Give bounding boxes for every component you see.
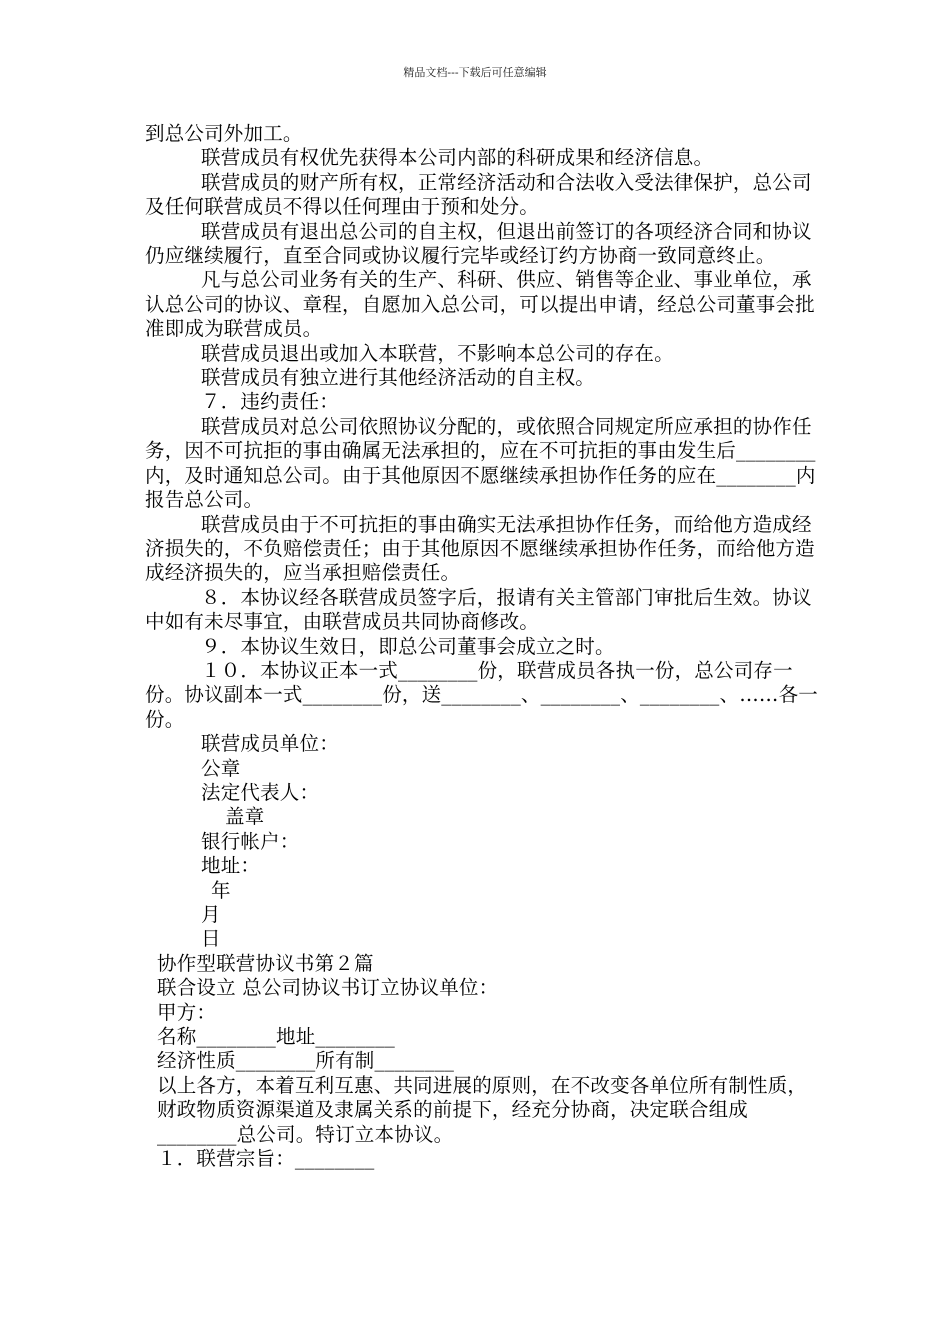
document-body	[145, 122, 825, 1171]
paragraph: １０．本协议正本一式________份，联营成员各执一份，总公司存一份。协议副本一式________份，送________、________、________、……各一份。	[145, 658, 819, 731]
signature-stamp: 盖章	[225, 805, 265, 829]
paragraph: 联营成员有退出总公司的自主权，但退出前签订的各项经济合同和协议仍应继续履行，直至合同或协议履行完毕或经订约方协商一致同意终止。	[145, 219, 812, 268]
paragraph: 到总公司外加工。	[145, 122, 303, 145]
signature-bank: 银行帐户：	[201, 829, 300, 853]
section-subtitle: 联合设立 总公司协议书订立协议单位：	[157, 976, 499, 1000]
paragraph: 联营成员退出或加入本联营，不影响本总公司的存在。	[201, 341, 674, 365]
signature-unit: 联营成员单位：	[201, 732, 339, 756]
signature-day: 日	[201, 927, 221, 951]
paragraph: 以上各方，本着互利互惠、共同进展的原则，在不改变各单位所有制性质，财政物质资源渠道及隶属关系的前提下，经充分协商，决定联合组成________总公司。特订立本协议。	[157, 1073, 808, 1146]
page-header: 精品文档---下载后可任意编辑	[403, 66, 547, 79]
paragraph: 联营成员的财产所有权，正常经济活动和合法收入受法律保护，总公司及任何联营成员不得以任何理由于预和处分。	[145, 170, 812, 219]
signature-seal: 公章	[201, 756, 241, 780]
section-title: 协作型联营协议书第２篇	[157, 951, 374, 975]
paragraph: 凡与总公司业务有关的生产、科研、供应、销售等企业、事业单位，承认总公司的协议、章程，自愿加入总公司，可以提出申请，经总公司董事会批准即成为联营成员。	[145, 268, 815, 341]
signature-representative: 法定代表人：	[201, 780, 320, 804]
signature-month: 月	[201, 903, 221, 926]
paragraph: 联营成员由于不可抗拒的事由确实无法承担协作任务，而给他方造成经济损失的，不负赔偿责任；由于其他原因不愿继续承担协作任务，而给他方造成经济损失的，应当承担赔偿责任。	[145, 512, 815, 585]
party-label: 甲方：	[157, 1000, 217, 1024]
paragraph: 联营成员对总公司依照协议分配的，或依照合同规定所应承担的协作任务，因不可抗拒的事由确属无法承担的，应在不可抗拒的事由发生后________内，及时通知总公司。由于其他原因不愿继续承担协作任务的应在________内报告总公司。	[145, 414, 816, 512]
item-line: １．联营宗旨：________	[157, 1147, 375, 1171]
name-address-line: 名称________地址________	[157, 1025, 395, 1049]
paragraph: 联营成员有权优先获得本公司内部的科研成果和经济信息。	[201, 146, 714, 170]
paragraph: 联营成员有独立进行其他经济活动的自主权。	[201, 366, 596, 390]
paragraph: ９．本协议生效日，即总公司董事会成立之时。	[201, 634, 615, 658]
signature-year: 年	[211, 878, 231, 902]
signature-address: 地址：	[201, 854, 261, 878]
section-heading: ７．违约责任：	[201, 390, 339, 414]
paragraph: ８．本协议经各联营成员签字后，报请有关主管部门审批后生效。协议中如有未尽事宜，由联营成员共同协商修改。	[145, 585, 812, 634]
nature-line: 经济性质________所有制________	[157, 1049, 455, 1073]
